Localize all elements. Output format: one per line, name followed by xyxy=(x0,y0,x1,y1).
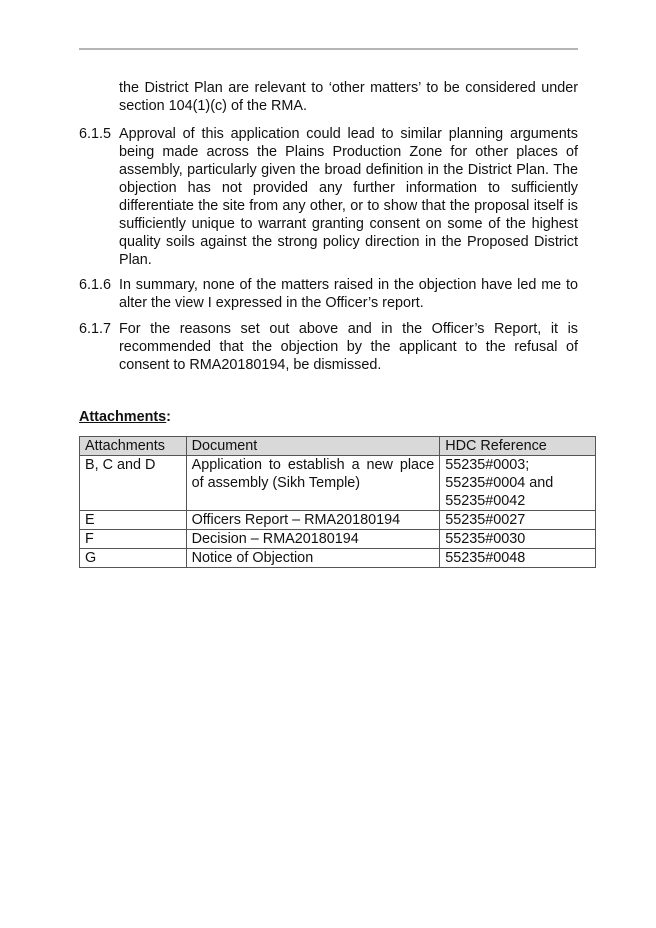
table-row xyxy=(80,549,596,568)
paragraph-text: In summary, none of the matters raised in the objection have led me to alter the view I expressed in the Officer’s report. xyxy=(119,277,578,311)
attachment-cell: E xyxy=(80,511,187,530)
column-header-hdc-reference: HDC Reference xyxy=(440,437,596,456)
document-cell: Officers Report – RMA20180194 xyxy=(186,511,440,530)
attachment-cell: B, C and D xyxy=(80,456,187,511)
paragraph-text: For the reasons set out above and in the Officer’s Report, it is recommended that the objection by the applicant to the refusal of consent to RMA20180194, be dismissed. xyxy=(119,321,578,373)
paragraph-number: 6.1.6 xyxy=(79,277,112,293)
paragraph-number: 6.1.7 xyxy=(79,321,112,337)
document-cell: Decision – RMA20180194 xyxy=(186,530,440,549)
table-row xyxy=(80,456,596,511)
reference-line: 55235#0042 xyxy=(445,493,526,509)
attachment-cell: F xyxy=(80,530,187,549)
attachments-table xyxy=(79,436,596,568)
continuation-paragraph: the District Plan are relevant to ‘other matters’ to be considered under section 104(1)(c) of the RMA. xyxy=(119,80,578,114)
column-header-document: Document xyxy=(186,437,440,456)
attachment-cell: G xyxy=(80,549,187,568)
reference-cell: 55235#0030 xyxy=(440,530,596,549)
reference-cell xyxy=(440,456,596,511)
paragraph-6-1-7 xyxy=(79,320,578,374)
reference-line: 55235#0004 and xyxy=(445,475,554,491)
paragraph-6-1-6 xyxy=(79,276,578,312)
reference-cell: 55235#0048 xyxy=(440,549,596,568)
paragraph-6-1-5 xyxy=(79,125,578,269)
reference-line: 55235#0003; xyxy=(445,457,530,473)
attachments-heading xyxy=(79,408,171,426)
attachments-heading-text: Attachments xyxy=(79,409,167,425)
attachments-heading-colon: : xyxy=(166,409,171,425)
table-row xyxy=(80,530,596,549)
paragraph-number: 6.1.5 xyxy=(79,126,112,142)
column-header-attachments: Attachments xyxy=(80,437,187,456)
paragraph-text: Approval of this application could lead to similar planning arguments being made across the Plains Production Zone for other places of assembly, particularly given the broad definition in the District Plan. The objection has not provided any further information to sufficiently differentiate the site from any other, or to show that the proposal itself is sufficiently unique to warrant granting consent on some of the highest quality soils against the strong policy direction in the Proposed District Plan. xyxy=(119,126,578,268)
table-row xyxy=(80,511,596,530)
header-rule xyxy=(79,48,578,50)
document-cell: Application to establish a new place of assembly (Sikh Temple) xyxy=(186,456,440,511)
document-cell: Notice of Objection xyxy=(186,549,440,568)
reference-cell: 55235#0027 xyxy=(440,511,596,530)
table-header-row xyxy=(80,437,596,456)
